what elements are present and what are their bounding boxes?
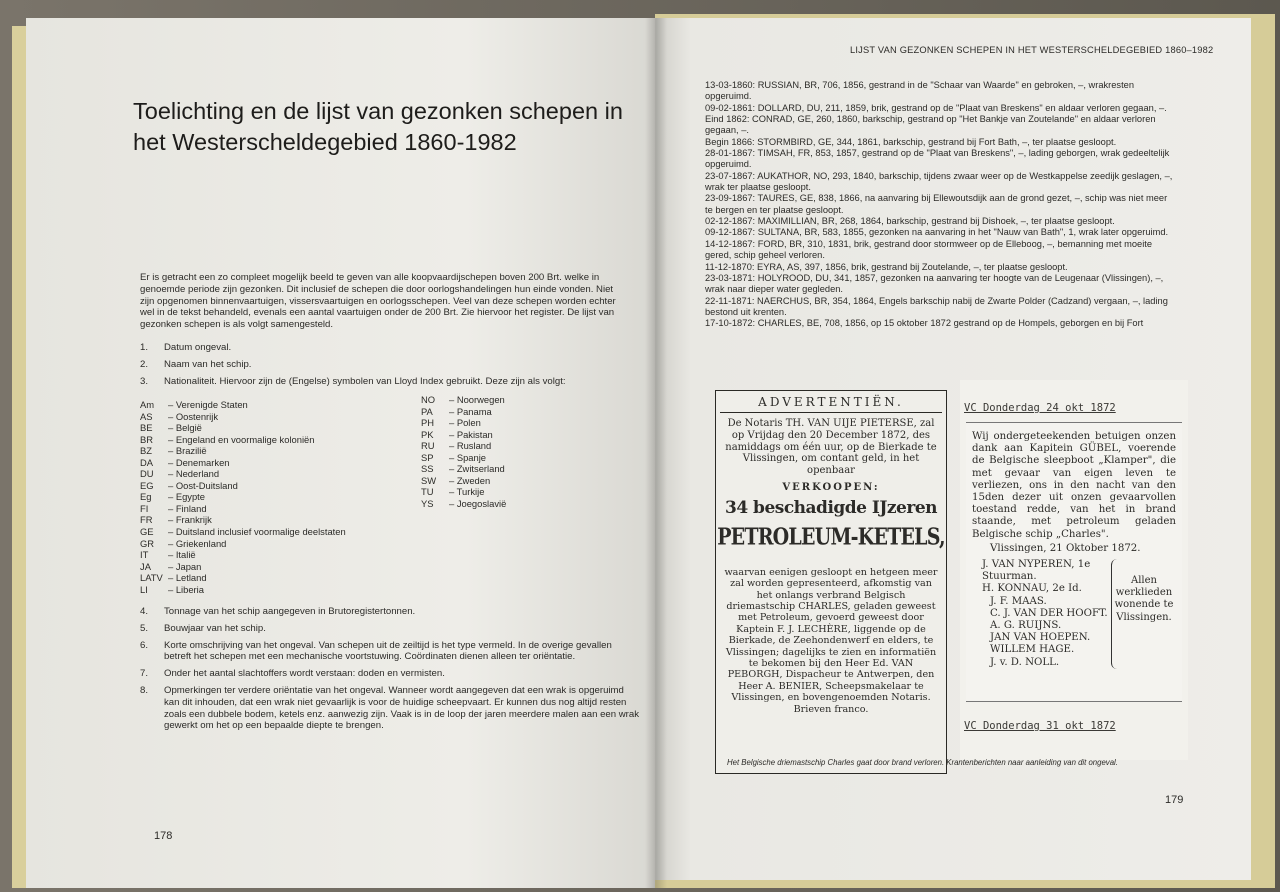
country-code: BZ — [140, 445, 152, 457]
code-row — [140, 503, 346, 515]
list-item — [140, 342, 640, 354]
country-name: – Griekenland — [168, 537, 227, 549]
list-number: 2. — [140, 358, 149, 370]
code-row — [140, 514, 346, 526]
code-row — [421, 475, 506, 487]
country-code: SP — [421, 451, 434, 463]
list-text: Korte omschrijving van het ongeval. Van schepen uit de zeiltijd is het type vermeld. In de overige gevallen betreft het schepen met een mechanische voortstuwing. Coördinaten dienen alleen ter oriëntatie. — [164, 639, 612, 663]
nationality-codes-right — [421, 394, 506, 509]
code-row — [140, 491, 346, 503]
country-code: LI — [140, 583, 148, 595]
country-code: FR — [140, 514, 153, 526]
country-name: – Joegoslavië — [449, 497, 507, 509]
shipwreck-entry: 14-12-1867: FORD, BR, 310, 1831, brik, gestrand door stormweer op de Elleboog, –, bemanning met moeite gered, schip geheel verloren. — [705, 238, 1153, 261]
clipping-headline-1: 34 beschadigde IJzeren — [724, 497, 938, 518]
code-row — [140, 445, 346, 457]
shipwreck-entry: 17-10-1872: CHARLES, BE, 708, 1856, op 15 oktober 1872 gestrand op de Hompels, geborgen en bij Fort — [705, 318, 1144, 329]
country-code: Am — [140, 399, 155, 410]
list-text: Tonnage van het schip aangegeven in Brutoregistertonnen. — [164, 606, 416, 617]
country-code: Eg — [140, 491, 152, 503]
country-name: – Zwitserland — [449, 463, 505, 475]
country-name: – Finland — [168, 502, 207, 514]
country-code: RU — [421, 440, 435, 452]
signatory: C. J. VAN DER HOOFT. — [990, 607, 1108, 619]
list-number: 6. — [140, 639, 149, 651]
code-row — [421, 440, 506, 452]
running-head: LIJST VAN GEZONKEN SCHEPEN IN HET WESTERSCHELDEGEBIED 1860–1982 — [850, 45, 1214, 55]
country-name: – Brazilië — [168, 445, 207, 457]
code-row — [140, 549, 346, 561]
country-name: – Pakistan — [449, 428, 493, 440]
country-name: – Spanje — [449, 451, 487, 463]
country-code: DU — [140, 468, 154, 480]
list-number: 5. — [140, 622, 149, 634]
country-code: SS — [421, 463, 434, 475]
country-name: – Noorwegen — [449, 394, 505, 405]
code-row — [140, 411, 346, 423]
country-name: – Polen — [449, 417, 481, 429]
country-name: – Denemarken — [168, 456, 230, 468]
page-number-left: 178 — [154, 830, 173, 842]
list-item — [140, 668, 640, 680]
code-row — [421, 452, 506, 464]
clipping-date-bottom: VC Donderdag 31 okt 1872 — [964, 720, 1116, 732]
clipping-body-1: De Notaris TH. VAN UIJE PIETERSE, zal op Vrijdag den 20 December 1872, des namiddags om één uur, op de Bierkade te Vlissingen, om contant geld, in het openbaar — [725, 418, 937, 477]
list-text: Nationaliteit. Hiervoor zijn de (Engelse) symbolen van Lloyd Index gebruikt. Deze zijn als volgt: — [164, 375, 566, 387]
shipwreck-entry: Begin 1866: STORMBIRD, GE, 344, 1861, barkschip, gestrand bij Fort Bath, –, ter plaatse gesloopt. — [705, 136, 1117, 147]
list-number: 4. — [140, 606, 149, 617]
book-gutter — [645, 18, 667, 888]
clipping-verkoopen: VERKOOPEN: — [782, 481, 880, 493]
code-row — [140, 584, 346, 596]
code-row — [140, 480, 346, 492]
brace-note: Allen werklieden wonende te Vlissingen. — [1111, 559, 1176, 669]
country-code: DA — [140, 456, 154, 468]
clipping-header: ADVERTENTIËN. — [720, 391, 942, 413]
signatory: J. VAN NYPEREN, 1e Stuurman. — [982, 559, 1091, 583]
country-name: – Zweden — [449, 474, 491, 486]
numbered-list-continued — [140, 606, 640, 737]
country-name: – Panama — [449, 405, 492, 417]
code-row — [140, 468, 346, 480]
shipwreck-entry: 28-01-1867: TIMSAH, FR, 853, 1857, gestrand op de "Plaat van Breskens", –, lading geborgen, wrak gedeeltelijk opgeruimd. — [705, 148, 1170, 170]
code-row — [421, 417, 506, 429]
code-row — [421, 394, 506, 406]
country-name: – Letland — [168, 572, 207, 584]
code-row — [421, 486, 506, 498]
shipwreck-entries — [705, 80, 1177, 330]
country-name: – België — [168, 422, 202, 434]
signatory: J. F. MAAS. — [990, 595, 1047, 607]
list-item — [140, 376, 640, 388]
signatory: J. v. D. NOLL. — [990, 656, 1060, 668]
code-row — [140, 572, 346, 584]
shipwreck-entry: 02-12-1867: MAXIMILLIAN, BR, 268, 1864, barkschip, gestrand bij Dishoek, –, ter plaatse gesloopt. — [705, 216, 1115, 227]
code-row — [421, 406, 506, 418]
country-name: – Frankrijk — [168, 514, 212, 526]
list-number: 7. — [140, 668, 149, 680]
figure-caption: Het Belgische driemastschip Charles gaat door brand verloren. Krantenberichten naar aanleiding van dit ongeval. — [727, 758, 1118, 767]
country-name: – Japan — [168, 560, 202, 572]
country-name: – Rusland — [449, 440, 492, 452]
code-row — [421, 463, 506, 475]
clipping-thanks-body — [966, 422, 1182, 702]
clipping-headline-2: PETROLEUM-KETELS, — [717, 523, 945, 551]
thanks-text: Wij ondergeteekenden betuigen onzen dank aan Kapitein GÜBEL, voerende de Belgische sleepboot „Klamper", die met gevaar van eigen leven te verliezen, ons in den nacht van den 15den dezer uit onzen gevaarvollen toestand redde, van het in brand staande, met petroleum geladen Belgische schip „Charles". — [972, 431, 1176, 540]
list-text: Naam van het schip. — [164, 358, 252, 370]
page-title: Toelichting en de lijst van gezonken schepen in het Westerscheldegebied 1860-1982 — [133, 98, 623, 155]
country-code: IT — [140, 549, 149, 561]
list-number: 1. — [140, 342, 149, 353]
country-code: GR — [140, 537, 155, 549]
code-row — [140, 561, 346, 573]
country-name: – Oost-Duitsland — [168, 479, 238, 491]
list-item — [140, 640, 640, 664]
newspaper-clipping-advertisement — [715, 390, 947, 774]
list-text: Onder het aantal slachtoffers wordt verstaan: doden en vermisten. — [164, 668, 445, 680]
list-item — [140, 623, 640, 635]
shipwreck-entry: 23-07-1867: AUKATHOR, NO, 293, 1840, barkschip, tijdens zwaar weer op de Westkappelse zeedijk geslagen, –, wrak ter plaatse gesloopt. — [705, 170, 1173, 193]
country-name: – Liberia — [168, 583, 204, 595]
country-code: YS — [421, 497, 434, 509]
list-text: Bouwjaar van het schip. — [164, 622, 266, 634]
right-page — [655, 18, 1251, 880]
code-row — [140, 399, 346, 411]
shipwreck-entry: 09-12-1867: SULTANA, BR, 583, 1855, gezonken na aanvaring in het "Nauw van Bath", 1, wrak later opgeruimd. — [705, 227, 1169, 238]
shipwreck-entry: 22-11-1871: NAERCHUS, BR, 354, 1864, Engels barkschip nabij de Zwarte Polder (Cadzand) vergaan, –, lading bestond uit krenten. — [705, 295, 1168, 317]
list-item — [140, 606, 640, 618]
signatory: A. G. RUIJNS. — [990, 620, 1062, 632]
code-row — [140, 434, 346, 446]
shipwreck-entry: 23-03-1871: HOLYROOD, DU, 341, 1857, gezonken na aanvaring ter hoogte van de Leugenaar (Vlissingen), –, wrak naar dieper water gegleden. — [705, 272, 1164, 295]
shipwreck-entry: 11-12-1870: EYRA, AS, 397, 1856, brik, gestrand bij Zoutelande, –, ter plaatse gesloopt. — [705, 261, 1068, 272]
code-row — [421, 498, 506, 510]
newspaper-clipping-thanks — [960, 380, 1188, 760]
signatory: H. KONNAU, 2e Id. — [982, 583, 1082, 595]
country-name: – Oostenrijk — [168, 410, 219, 422]
place-date: Vlissingen, 21 Oktober 1872. — [990, 542, 1141, 554]
country-name: – Nederland — [168, 468, 220, 480]
code-row — [140, 538, 346, 550]
country-code: BE — [140, 422, 153, 434]
country-code: PK — [421, 428, 434, 440]
list-text: Datum ongeval. — [164, 342, 232, 353]
code-row — [140, 422, 346, 434]
country-name: – Italië — [168, 549, 196, 561]
country-code: EG — [140, 479, 154, 491]
list-number: 3. — [140, 375, 149, 387]
country-name: – Engeland en voormalige koloniën — [168, 433, 315, 445]
shipwreck-entry: 09-02-1861: DOLLARD, DU, 211, 1859, brik, gestrand op de "Plaat van Breskens" en aldaar verloren gegaan, –. — [705, 102, 1167, 113]
shipwreck-entry: Eind 1862: CONRAD, GE, 260, 1860, barkschip, gestrand op "Het Bankje van Zoutelande" en aldaar verloren gegaan, –. — [705, 114, 1156, 136]
country-code: BR — [140, 433, 154, 445]
list-number: 8. — [140, 684, 149, 696]
country-name: – Verenigde Staten — [168, 399, 248, 410]
intro-paragraph: Er is getracht een zo compleet mogelijk beeld te geven van alle koopvaardijschepen boven 200 Brt. welke in genoemde periode zijn gezonken. Dit inclusief de schepen die door oorlogshandelingen hun einde vonden. Niet zijn opgenomen binnenvaartuigen, vissersvaartuigen en oorlogsschepen. Veel van deze schepen worden echter wel in de tekst behandeld, evenals een aantal vaartuigen onder de 200 Brt. Zie hiervoor het register. De lijst van gezonken schepen is als volgt samengesteld. — [140, 272, 616, 331]
page-number-right: 179 — [1165, 794, 1184, 806]
code-row — [421, 429, 506, 441]
country-code: AS — [140, 410, 153, 422]
country-name: – Egypte — [168, 491, 206, 503]
list-item — [140, 359, 640, 371]
country-code: SW — [421, 474, 437, 486]
shipwreck-entry: 23-09-1867: TAURES, GE, 838, 1866, na aanvaring bij Ellewoutsdijk aan de grond gezet, –, schip was niet meer te bergen en ter plaatse gesloopt. — [705, 193, 1168, 215]
code-row — [140, 457, 346, 469]
signatory-list — [972, 559, 1111, 669]
country-code: PA — [421, 405, 433, 417]
country-code: NO — [421, 394, 436, 405]
country-code: PH — [421, 417, 435, 429]
signatory: WILLEM HAGE. — [990, 644, 1075, 656]
country-name: – Turkije — [449, 486, 485, 498]
clipping-date-top: VC Donderdag 24 okt 1872 — [964, 402, 1116, 414]
nationality-codes-left — [140, 399, 346, 595]
numbered-list — [140, 342, 640, 392]
list-item — [140, 685, 640, 732]
country-code: JA — [140, 560, 151, 572]
clipping-body-2: waarvan eenigen gesloopt en hetgeen meer zal worden gepresenteerd, afkomstig van het onlangs verbrand Belgisch driemastschip CHARLES, geladen geweest met Petroleum, gevoerd geweest door Kaptein F. J. LECHÈRE, liggende op de Bierkade, de Zeehondenwerf en elders, te Vlissingen; dagelijks te zien en informatiën te bekomen bij den Heer Ed. VAN PEBORGH, Dispacheur te Antwerpen, den Heer A. BENIER, Scheepsmakelaar te Vlissingen, en bovengenoemden Notaris. Brieven franco. — [724, 566, 938, 715]
left-page — [26, 18, 655, 888]
country-code: TU — [421, 486, 434, 498]
shipwreck-entry: 13-03-1860: RUSSIAN, BR, 706, 1856, gestrand in de "Schaar van Waarde" en gebroken, –, wrakresten opgeruimd. — [705, 80, 1134, 102]
list-text: Opmerkingen ter verdere oriëntatie van het ongeval. Wanneer wordt aangegeven dat een wrak is opgeruimd kan dit inhouden, dat een wrak niet gevaarlijk is voor de huidige scheepvaart. Er kunnen dus nog altijd resten zoals een dubbele bodem, ketels enz. aanwezig zijn. Vaak is in de loop der jaren meerdere malen aan een wrak gewerkt om het op een bepaalde diepte te brengen. — [164, 684, 639, 732]
code-row — [140, 526, 346, 538]
signatory: JAN VAN HOEPEN. — [990, 632, 1091, 644]
country-name: – Duitsland inclusief voormalige deelstaten — [168, 526, 346, 538]
signatories — [972, 559, 1176, 669]
country-code: LATV — [140, 572, 163, 584]
country-code: FI — [140, 502, 149, 514]
country-code: GE — [140, 526, 154, 538]
